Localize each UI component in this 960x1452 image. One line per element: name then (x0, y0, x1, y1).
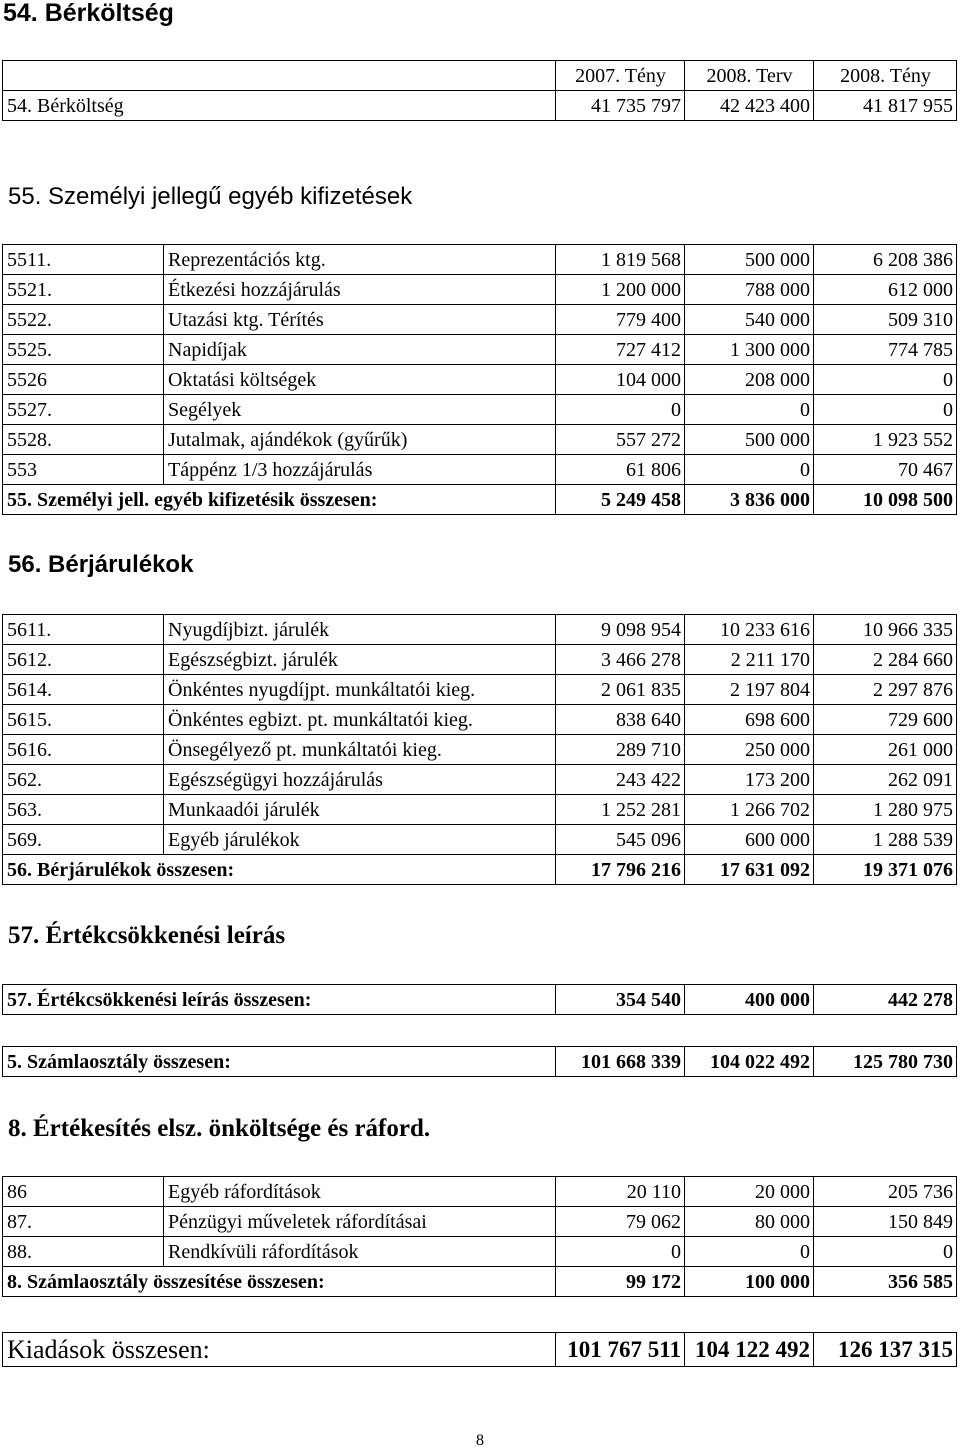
value-2007-teny: 838 640 (556, 705, 685, 735)
account-code: 86 (3, 1177, 164, 1207)
value-2008-teny: 0 (814, 395, 957, 425)
table-row (3, 705, 957, 735)
table-row (3, 645, 957, 675)
column-header-2008-terv: 2008. Terv (685, 61, 814, 91)
value-2008-terv: 42 423 400 (685, 91, 814, 121)
total-row (3, 855, 957, 885)
value-2008-terv: 3 836 000 (685, 485, 814, 515)
value-2007-teny: 1 200 000 (556, 275, 685, 305)
table-kiadasok-osszesen (2, 1332, 957, 1367)
table-row (3, 795, 957, 825)
value-2008-terv: 0 (685, 395, 814, 425)
account-code: 5522. (3, 305, 164, 335)
value-2008-terv: 20 000 (685, 1177, 814, 1207)
table-row (3, 1207, 957, 1237)
account-name: Önkéntes egbizt. pt. munkáltatói kieg. (164, 705, 556, 735)
account-code: 569. (3, 825, 164, 855)
value-2008-teny: 125 780 730 (814, 1047, 957, 1077)
value-2007-teny: 5 249 458 (556, 485, 685, 515)
account-name: Pénzügyi műveletek ráfordításai (164, 1207, 556, 1237)
value-2008-terv: 173 200 (685, 765, 814, 795)
table-row (3, 275, 957, 305)
value-2007-teny: 727 412 (556, 335, 685, 365)
value-2008-teny: 1 280 975 (814, 795, 957, 825)
table-row (3, 365, 957, 395)
value-2008-teny: 729 600 (814, 705, 957, 735)
table-row (3, 1177, 957, 1207)
account-name: Egészségbizt. járulék (164, 645, 556, 675)
account-name: Egészségügyi hozzájárulás (164, 765, 556, 795)
page-title: 54. Bérköltség (3, 0, 174, 27)
total-label: 55. Személyi jell. egyéb kifizetésik összesen: (3, 485, 556, 515)
value-2008-terv: 500 000 (685, 245, 814, 275)
value-2007-teny: 779 400 (556, 305, 685, 335)
value-2008-teny: 262 091 (814, 765, 957, 795)
table-row (3, 825, 957, 855)
table-row (3, 245, 957, 275)
account-code: 5615. (3, 705, 164, 735)
value-2008-terv: 1 266 702 (685, 795, 814, 825)
value-2008-teny: 6 208 386 (814, 245, 957, 275)
value-2008-teny: 1 288 539 (814, 825, 957, 855)
value-2008-teny: 2 284 660 (814, 645, 957, 675)
value-2008-terv: 0 (685, 1237, 814, 1267)
account-code: 5616. (3, 735, 164, 765)
column-header-2007-teny: 2007. Tény (556, 61, 685, 91)
account-code: 5612. (3, 645, 164, 675)
account-name: Étkezési hozzájárulás (164, 275, 556, 305)
value-2008-teny: 70 467 (814, 455, 957, 485)
column-header-label (3, 61, 556, 91)
value-2008-terv: 100 000 (685, 1267, 814, 1297)
grand-total-label: Kiadások összesen: (3, 1333, 556, 1367)
table-8-ertekesites (2, 1176, 957, 1297)
value-2008-teny: 126 137 315 (814, 1333, 957, 1367)
value-2007-teny: 99 172 (556, 1267, 685, 1297)
value-2007-teny: 104 000 (556, 365, 685, 395)
value-2008-terv: 2 197 804 (685, 675, 814, 705)
account-code: 5528. (3, 425, 164, 455)
total-row (3, 985, 957, 1015)
value-2008-terv: 10 233 616 (685, 615, 814, 645)
table-54-berkoltseg (2, 60, 957, 121)
account-code: 5611. (3, 615, 164, 645)
value-2008-teny: 19 371 076 (814, 855, 957, 885)
value-2007-teny: 101 668 339 (556, 1047, 685, 1077)
section-heading-57: 57. Értékcsökkenési leírás (8, 922, 286, 949)
value-2008-terv: 0 (685, 455, 814, 485)
table-row (3, 425, 957, 455)
value-2007-teny: 0 (556, 395, 685, 425)
value-2008-teny: 10 098 500 (814, 485, 957, 515)
table-row (3, 395, 957, 425)
total-label: 5. Számlaosztály összesen: (3, 1047, 556, 1077)
account-code: 5527. (3, 395, 164, 425)
value-2008-teny: 1 923 552 (814, 425, 957, 455)
value-2008-teny: 612 000 (814, 275, 957, 305)
total-row (3, 1047, 957, 1077)
table-row (3, 735, 957, 765)
table-57-ertekcsokkenes (2, 984, 957, 1015)
table-row (3, 335, 957, 365)
value-2007-teny: 61 806 (556, 455, 685, 485)
section-heading-8: 8. Értékesítés elsz. önköltsége és ráford. (8, 1115, 431, 1142)
account-name: Munkaadói járulék (164, 795, 556, 825)
value-2008-teny: 150 849 (814, 1207, 957, 1237)
column-header-2008-teny: 2008. Tény (814, 61, 957, 91)
total-row (3, 485, 957, 515)
account-code: 5511. (3, 245, 164, 275)
table-row (3, 675, 957, 705)
value-2008-terv: 104 022 492 (685, 1047, 814, 1077)
account-code: 5526 (3, 365, 164, 395)
table-55-szemelyi-jellegu (2, 244, 957, 515)
account-name: Önsegélyező pt. munkáltatói kieg. (164, 735, 556, 765)
total-label: 56. Bérjárulékok összesen: (3, 855, 556, 885)
row-label: 54. Bérköltség (3, 91, 556, 121)
value-2008-terv: 104 122 492 (685, 1333, 814, 1367)
value-2008-terv: 788 000 (685, 275, 814, 305)
total-row (3, 1267, 957, 1297)
value-2007-teny: 0 (556, 1237, 685, 1267)
value-2008-teny: 10 966 335 (814, 615, 957, 645)
account-code: 88. (3, 1237, 164, 1267)
value-2007-teny: 1 252 281 (556, 795, 685, 825)
account-name: Napidíjak (164, 335, 556, 365)
page-number: 8 (476, 1432, 484, 1449)
table-row (3, 1237, 957, 1267)
account-name: Utazási ktg. Térítés (164, 305, 556, 335)
value-2007-teny: 243 422 (556, 765, 685, 795)
value-2007-teny: 101 767 511 (556, 1333, 685, 1367)
account-code: 87. (3, 1207, 164, 1237)
value-2007-teny: 2 061 835 (556, 675, 685, 705)
account-name: Reprezentációs ktg. (164, 245, 556, 275)
table-row (3, 91, 957, 121)
account-name: Jutalmak, ajándékok (gyűrűk) (164, 425, 556, 455)
table-56-berjarulekok (2, 614, 957, 885)
value-2008-terv: 698 600 (685, 705, 814, 735)
value-2007-teny: 20 110 (556, 1177, 685, 1207)
value-2008-terv: 208 000 (685, 365, 814, 395)
value-2008-teny: 774 785 (814, 335, 957, 365)
value-2007-teny: 545 096 (556, 825, 685, 855)
account-name: Egyéb ráfordítások (164, 1177, 556, 1207)
value-2008-teny: 0 (814, 365, 957, 395)
value-2008-teny: 356 585 (814, 1267, 957, 1297)
account-name: Oktatási költségek (164, 365, 556, 395)
value-2007-teny: 557 272 (556, 425, 685, 455)
column-header-row (3, 61, 957, 91)
value-2008-teny: 0 (814, 1237, 957, 1267)
total-label: 8. Számlaosztály összesítése összesen: (3, 1267, 556, 1297)
table-row (3, 305, 957, 335)
value-2008-terv: 600 000 (685, 825, 814, 855)
value-2008-terv: 500 000 (685, 425, 814, 455)
value-2008-teny: 41 817 955 (814, 91, 957, 121)
value-2008-terv: 1 300 000 (685, 335, 814, 365)
value-2007-teny: 41 735 797 (556, 91, 685, 121)
value-2008-teny: 509 310 (814, 305, 957, 335)
value-2007-teny: 79 062 (556, 1207, 685, 1237)
account-code: 5614. (3, 675, 164, 705)
value-2007-teny: 3 466 278 (556, 645, 685, 675)
section-heading-56: 56. Bérjárulékok (8, 551, 194, 578)
account-code: 553 (3, 455, 164, 485)
value-2007-teny: 354 540 (556, 985, 685, 1015)
account-name: Táppénz 1/3 hozzájárulás (164, 455, 556, 485)
value-2008-teny: 2 297 876 (814, 675, 957, 705)
grand-total-row (3, 1333, 957, 1367)
value-2008-terv: 250 000 (685, 735, 814, 765)
account-code: 563. (3, 795, 164, 825)
value-2008-teny: 442 278 (814, 985, 957, 1015)
value-2007-teny: 1 819 568 (556, 245, 685, 275)
value-2007-teny: 289 710 (556, 735, 685, 765)
account-name: Segélyek (164, 395, 556, 425)
value-2008-terv: 540 000 (685, 305, 814, 335)
value-2007-teny: 17 796 216 (556, 855, 685, 885)
total-label: 57. Értékcsökkenési leírás összesen: (3, 985, 556, 1015)
account-name: Önkéntes nyugdíjpt. munkáltatói kieg. (164, 675, 556, 705)
table-row (3, 765, 957, 795)
value-2008-terv: 400 000 (685, 985, 814, 1015)
account-code: 5521. (3, 275, 164, 305)
table-row (3, 455, 957, 485)
table-5-szamlaosztaly (2, 1046, 957, 1077)
account-name: Nyugdíjbizt. járulék (164, 615, 556, 645)
table-row (3, 615, 957, 645)
account-name: Egyéb járulékok (164, 825, 556, 855)
value-2008-teny: 205 736 (814, 1177, 957, 1207)
value-2008-terv: 80 000 (685, 1207, 814, 1237)
section-heading-55: 55. Személyi jellegű egyéb kifizetések (8, 183, 413, 210)
value-2008-terv: 17 631 092 (685, 855, 814, 885)
account-code: 5525. (3, 335, 164, 365)
value-2007-teny: 9 098 954 (556, 615, 685, 645)
account-code: 562. (3, 765, 164, 795)
value-2008-terv: 2 211 170 (685, 645, 814, 675)
value-2008-teny: 261 000 (814, 735, 957, 765)
account-name: Rendkívüli ráfordítások (164, 1237, 556, 1267)
